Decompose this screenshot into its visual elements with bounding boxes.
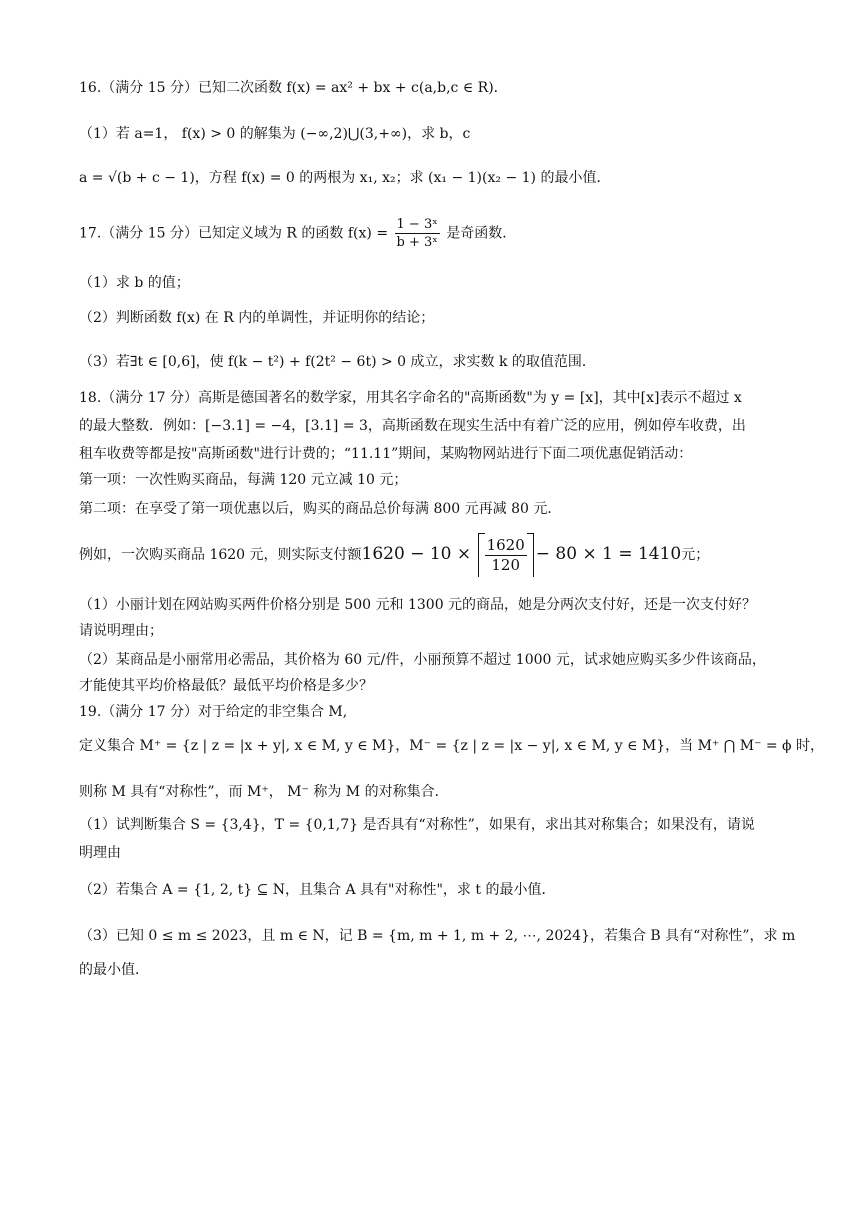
q18-part2-line1: （2）某商品是小丽常用必需品，其价格为 60 元/件，小丽预算不超过 1000 元，试求她应购买多少件该商品， (79, 652, 766, 668)
q18-part1-line2: 请说明理由； (79, 623, 163, 639)
q19-part1-line1: （1）试判断集合 S = {3,4}，T = {0,1,7} 是否具有“对称性”，如果有，求出其对称集合；如果没有，请说 (79, 817, 755, 833)
q18-part2-line2: 才能使其平均价格最低？最低平均价格是多少？ (79, 678, 373, 694)
q19-part1-line2: 明理由 (79, 845, 121, 861)
q19-definition: 定义集合 M⁺ = {z | z = |x + y|, x ∈ M, y ∈ M}，M⁻ = {z | z = |x − y|, x ∈ M, y ∈ M}，当 M⁺ ⋂ M⁻ = ϕ 时， (79, 738, 825, 754)
q16-part1: （1）若 a=1， f(x) > 0 的解集为 (−∞,2)⋃(3,+∞)，求 b，c (79, 126, 471, 142)
q17-heading-pre: 17.（满分 15 分）已知定义域为 R 的函数 f(x) = (79, 225, 389, 242)
q19-part3-line2: 的最小值． (79, 962, 149, 978)
q18-example-post: 元； (681, 547, 710, 563)
q18-part1-line1: （1）小丽计划在网站购买两件价格分别是 500 元和 1300 元的商品，她是分两次支付好，还是一次支付好？ (79, 597, 757, 613)
q18-line1: 18.（满分 17 分）高斯是德国著名的数学家，用其名字命名的"高斯函数"为 y = [x]，其中[x]表示不超过 x (79, 390, 742, 406)
q18-line5: 第二项：在享受了第一项优惠以后，购买的商品总价每满 800 元再减 80 元． (79, 501, 562, 517)
q18-example-expr-a: 1620 − 10 × (361, 544, 472, 564)
q16-part2: a = √(b + c − 1)，方程 f(x) = 0 的两根为 x₁, x₂；求 (x₁ − 1)(x₂ − 1) 的最小值． (79, 170, 611, 186)
q19-definition-2: 则称 M 具有“对称性”，而 M⁺， M⁻ 称为 M 的对称集合． (79, 784, 449, 800)
q18-example-denominator: 120 (491, 555, 520, 574)
q17-part2: （2）判断函数 f(x) 在 R 内的单调性，并证明你的结论； (79, 310, 435, 326)
q17-part1: （1）求 b 的值； (79, 275, 190, 291)
q17-heading (79, 218, 802, 249)
q19-part2: （2）若集合 A = {1, 2, t} ⊆ N，且集合 A 具有"对称性"，求 t 的最小值． (79, 882, 556, 898)
q18-example-fraction (485, 535, 527, 574)
q17-fraction (395, 218, 440, 249)
q17-fraction-numerator: 1 − 3ˣ (395, 218, 440, 234)
q18-line4: 第一项：一次性购买商品，每满 120 元立减 10 元； (79, 472, 408, 488)
q18-example-numerator: 1620 (486, 535, 525, 554)
q19-heading: 19.（满分 17 分）对于给定的非空集合 M, (79, 704, 348, 720)
q18-gauss-bracket (478, 533, 534, 577)
q18-example-pre: 例如，一次购买商品 1620 元，则实际支付额 (79, 547, 362, 563)
q18-line3: 租车收费等都是按"高斯函数"进行计费的；“11.11”期间，某购物网站进行下面二项优惠促销活动： (79, 446, 693, 462)
q18-example-expr-b: − 80 × 1 = 1410 (535, 544, 682, 564)
q16-heading: 16.（满分 15 分）已知二次函数 f(x) = ax² + bx + c(a,b,c ∈ R)． (79, 80, 508, 96)
q18-example (79, 532, 802, 577)
q17-part3: （3）若∃t ∈ [0,6]，使 f(k − t²) + f(2t² − 6t) > 0 成立，求实数 k 的取值范围． (79, 354, 596, 370)
q17-fraction-denominator: b + 3ˣ (396, 235, 438, 250)
q18-line2: 的最大整数．例如：[−3.1] = −4，[3.1] = 3，高斯函数在现实生活中有着广泛的应用，例如停车收费，出 (79, 418, 746, 434)
q19-part3-line1: （3）已知 0 ≤ m ≤ 2023，且 m ∈ N，记 B = {m, m + 1, m + 2, ⋯, 2024}，若集合 B 具有“对称性”，求 m (79, 928, 796, 944)
q17-heading-post: 是奇函数． (446, 225, 517, 242)
